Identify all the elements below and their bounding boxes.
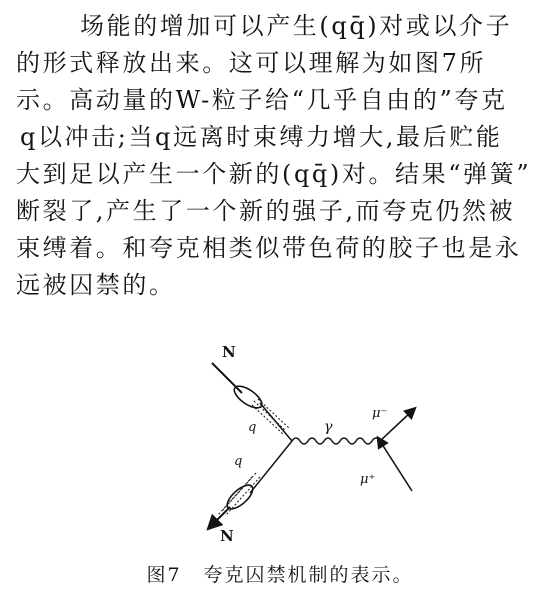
label-mu-minus: μ⁻ [372,406,388,421]
label-n-top: N [222,343,236,361]
label-mu-plus: μ⁺ [360,472,376,487]
incoming-arrow-line [212,363,242,393]
paragraph-line: 大到足以产生一个新的(qq̄)对。结果“弹簧” [16,160,532,188]
quark-confinement-diagram [200,345,430,545]
paragraph-line: q以冲击;当q远离时束缚力增大,最后贮能 [20,123,503,151]
paragraph-line: 断裂了,产生了一个新的强子,而夸克仍然被 [16,197,516,225]
caption-number: 图7 [146,564,182,586]
figure-caption [0,560,560,587]
photon-wavy-line [292,438,380,444]
label-q-bottom: q [234,454,243,469]
paragraph-line: 远被囚禁的。 [16,271,176,299]
paragraph-line: 的形式释放出来。这可以理解为如图7所 [16,49,487,77]
nucleon-bottom [212,473,260,545]
outgoing-arrow-line [212,507,230,525]
label-n-bottom: N [220,527,234,545]
label-q-top: q [248,420,257,435]
paragraph-line: 束缚着。和夸克相类似带色荷的胶子也是永 [16,234,522,262]
caption-text: 夸克囚禁机制的表示。 [203,564,414,586]
label-gamma: γ [324,419,333,435]
nucleon-ellipse-top [231,382,265,412]
quark-line-bottom [250,441,292,493]
paragraph-line: 场能的增加可以产生(qq̄)对或以介子 [80,12,513,40]
body-paragraph [0,8,560,304]
quark-line-top [260,403,292,441]
paragraph-line: 示。高动量的W-粒子给“几乎自由的”夸克 [16,86,508,114]
muon-plus-line [380,441,412,491]
